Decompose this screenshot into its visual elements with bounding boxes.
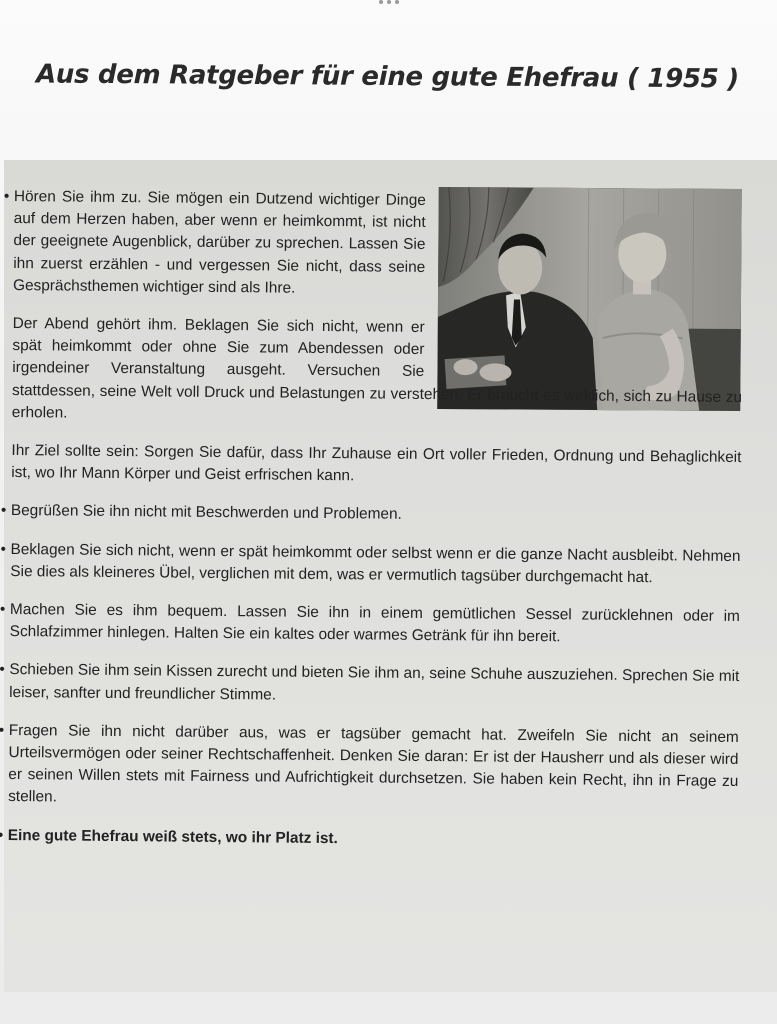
paragraph-4: • Begrüßen Sie ihn nicht mit Beschwerden und Problemen. bbox=[11, 500, 741, 529]
figure-wrap-spacer bbox=[424, 317, 743, 386]
document-body bbox=[8, 186, 744, 870]
paragraph-7: • Schieben Sie ihm sein Kissen zurecht und bieten Sie ihm an, seine Schuhe auszuziehen. Sprechen Sie mit leiser, sanfter und freundlicher Stimme. bbox=[9, 659, 739, 710]
paragraph-2: Der Abend gehört ihm. Beklagen Sie sich nicht, wenn er spät heimkommt oder ohne Sie zum Abendessen oder irgendeiner Veranstaltung ausgeht. Versuchen Sie stattdessen, seine Welt voll Druck und Belastungen zu verstehen. Er braucht es wirklich, sich zu Hause zu erholen. bbox=[11, 315, 743, 422]
paragraph-6: • Machen Sie es ihm bequem. Lassen Sie ihn in einem gemütlichen Sessel zurücklehnen oder im Schlafzimmer hinlegen. Halten Sie ein kaltes oder warmes Getränk für ihn bereit. bbox=[10, 599, 740, 650]
more-options-icon[interactable] bbox=[374, 0, 404, 8]
paragraph-3: Ihr Ziel sollte sein: Sorgen Sie dafür, dass Ihr Zuhause ein Ort voller Frieden, Ordnung und Behaglichkeit ist, wo Ihr Mann Körper und Geist erfrischen kann. bbox=[11, 442, 742, 485]
page-title: Aus dem Ratgeber für eine gute Ehefrau ( 1955 ) bbox=[35, 59, 739, 95]
paragraph-9: • Eine gute Ehefrau weiß stets, wo ihr Platz ist. bbox=[8, 825, 738, 854]
paragraph-1: • Hören Sie ihm zu. Sie mögen ein Dutzend wichtiger Dinge auf dem Herzen haben, aber wenn er heimkommt, ist nicht der geeignete Augenblick, darüber zu sprechen. Lassen Sie ihn zuerst erzählen - und vergessen Sie nicht, dass seine Gesprächsthemen wichtiger sind als Ihre. bbox=[13, 186, 744, 304]
paragraph-5: • Beklagen Sie sich nicht, wenn er spät heimkommt oder selbst wenn er die ganze Nacht ausbleibt. Nehmen Sie dies als kleineres Übel, verglichen mit dem, was er vermutlich tagsüber durchgemacht hat. bbox=[10, 539, 740, 590]
paragraph-8: • Fragen Sie ihn nicht darüber aus, was er tagsüber gemacht hat. Zweifeln Sie nicht an seinem Urteilsvermögen oder seiner Rechtschaffenheit. Denken Sie daran: Er ist der Hausherr und als dieser wird er seinen Willen stets mit Fairness und Aufrichtigkeit durchsetzen. Sie haben kein Recht, ihn in Frage zu stellen. bbox=[8, 720, 739, 816]
